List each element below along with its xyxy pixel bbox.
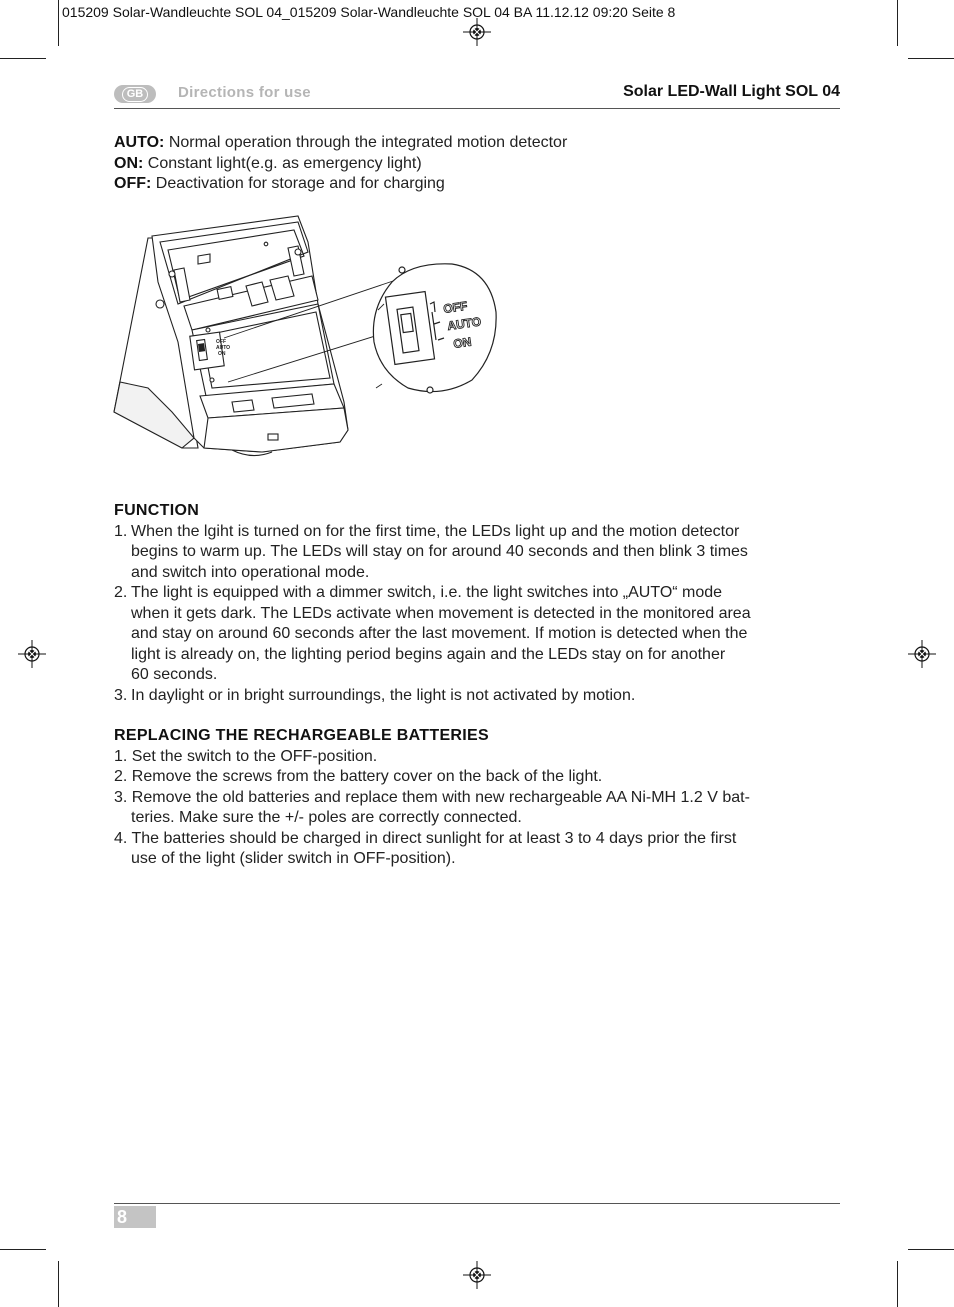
item-number: 1.	[114, 522, 128, 540]
item-line: and stay on around 60 seconds after the last movement. If motion is detected when the	[131, 625, 748, 642]
registration-mark-icon	[463, 18, 491, 46]
function-item	[114, 583, 840, 686]
function-item	[114, 686, 840, 707]
battery-step	[114, 829, 840, 870]
crop-mark	[58, 1261, 59, 1307]
crop-mark	[0, 1249, 46, 1250]
item-number: 2.	[114, 584, 128, 601]
mode-text: Deactivation for storage and for charging	[151, 175, 445, 192]
item-line: Remove the old batteries and replace them with new rechargeable AA Ni-MH 1.2 V bat-	[131, 788, 750, 806]
battery-step	[114, 767, 840, 788]
large-switch-label: OFF	[442, 298, 469, 316]
device-illustration	[112, 212, 502, 462]
item-number: 3.	[114, 686, 128, 704]
item-line: light is already on, the lighting period begins again and the LEDs stay on for another	[131, 645, 726, 663]
mode-key: OFF:	[114, 175, 152, 192]
function-item	[114, 522, 840, 584]
crop-mark	[58, 0, 59, 46]
mode-text: Constant light(e.g. as emergency light)	[143, 154, 422, 172]
item-line: In daylight or in bright surroundings, the light is not activated by motion.	[131, 686, 636, 704]
crop-mark	[897, 1261, 898, 1307]
crop-mark	[908, 1249, 954, 1250]
item-number: 2.	[114, 768, 128, 785]
function-title: FUNCTION	[114, 502, 200, 519]
battery-step	[114, 747, 840, 768]
small-switch-label: OFF	[216, 339, 226, 345]
large-switch-label: AUTO	[446, 314, 482, 333]
registration-mark-icon	[18, 640, 46, 668]
battery-step	[114, 788, 840, 829]
item-line: and switch into operational mode.	[131, 563, 370, 581]
item-line: 60 seconds.	[131, 666, 218, 683]
crop-mark	[897, 0, 898, 46]
item-line: when it gets dark. The LEDs activate when movement is detected in the monitored area	[131, 604, 751, 622]
item-number: 4.	[114, 829, 128, 847]
registration-mark-icon	[463, 1261, 491, 1289]
mode-key: AUTO:	[114, 134, 165, 151]
product-title: Solar LED-Wall Light SOL 04	[623, 83, 840, 100]
large-switch-label: ON	[452, 334, 473, 351]
crop-mark	[908, 58, 954, 59]
batteries-title: REPLACING THE RECHARGEABLE BATTERIES	[114, 727, 489, 744]
print-slug: 015209 Solar-Wandleuchte SOL 04_015209 Solar-Wandleuchte SOL 04 BA 11.12.12 09:20 Seite 8	[62, 4, 676, 20]
language-badge	[114, 85, 156, 103]
item-line: Remove the screws from the battery cover on the back of the light.	[131, 768, 603, 785]
mode-key: ON:	[114, 154, 144, 172]
mode-auto	[114, 133, 567, 154]
mode-text: Normal operation through the integrated motion detector	[164, 134, 568, 151]
page-header	[114, 82, 840, 109]
batteries-section	[114, 726, 840, 870]
item-line: When the lgiht is turned on for the first time, the LEDs light up and the motion detector	[131, 522, 740, 540]
directions-heading: Directions for use	[178, 84, 311, 101]
mode-on	[114, 154, 567, 175]
small-switch-label: AUTO	[216, 345, 231, 351]
item-number: 3.	[114, 788, 128, 806]
item-number: 1.	[114, 747, 128, 765]
item-line: The light is equipped with a dimmer switch, i.e. the light switches into „AUTO“ mode	[131, 584, 723, 601]
small-switch-label: ON	[218, 351, 226, 357]
language-code: GB	[122, 87, 149, 102]
item-line: use of the light (slider switch in OFF-position).	[131, 850, 456, 867]
item-line: begins to warm up. The LEDs will stay on for around 40 seconds and then blink 3 times	[131, 543, 748, 560]
function-section	[114, 501, 840, 706]
registration-mark-icon	[908, 640, 936, 668]
crop-mark	[0, 58, 46, 59]
item-line: The batteries should be charged in direct sunlight for at least 3 to 4 days prior the first	[131, 829, 737, 847]
item-line: Set the switch to the OFF-position.	[131, 747, 378, 765]
mode-off	[114, 174, 567, 195]
item-line: teries. Make sure the +/- poles are correctly connected.	[131, 809, 522, 826]
footer-rule	[114, 1203, 840, 1204]
page-number: 8	[114, 1206, 156, 1228]
mode-list	[114, 133, 567, 195]
